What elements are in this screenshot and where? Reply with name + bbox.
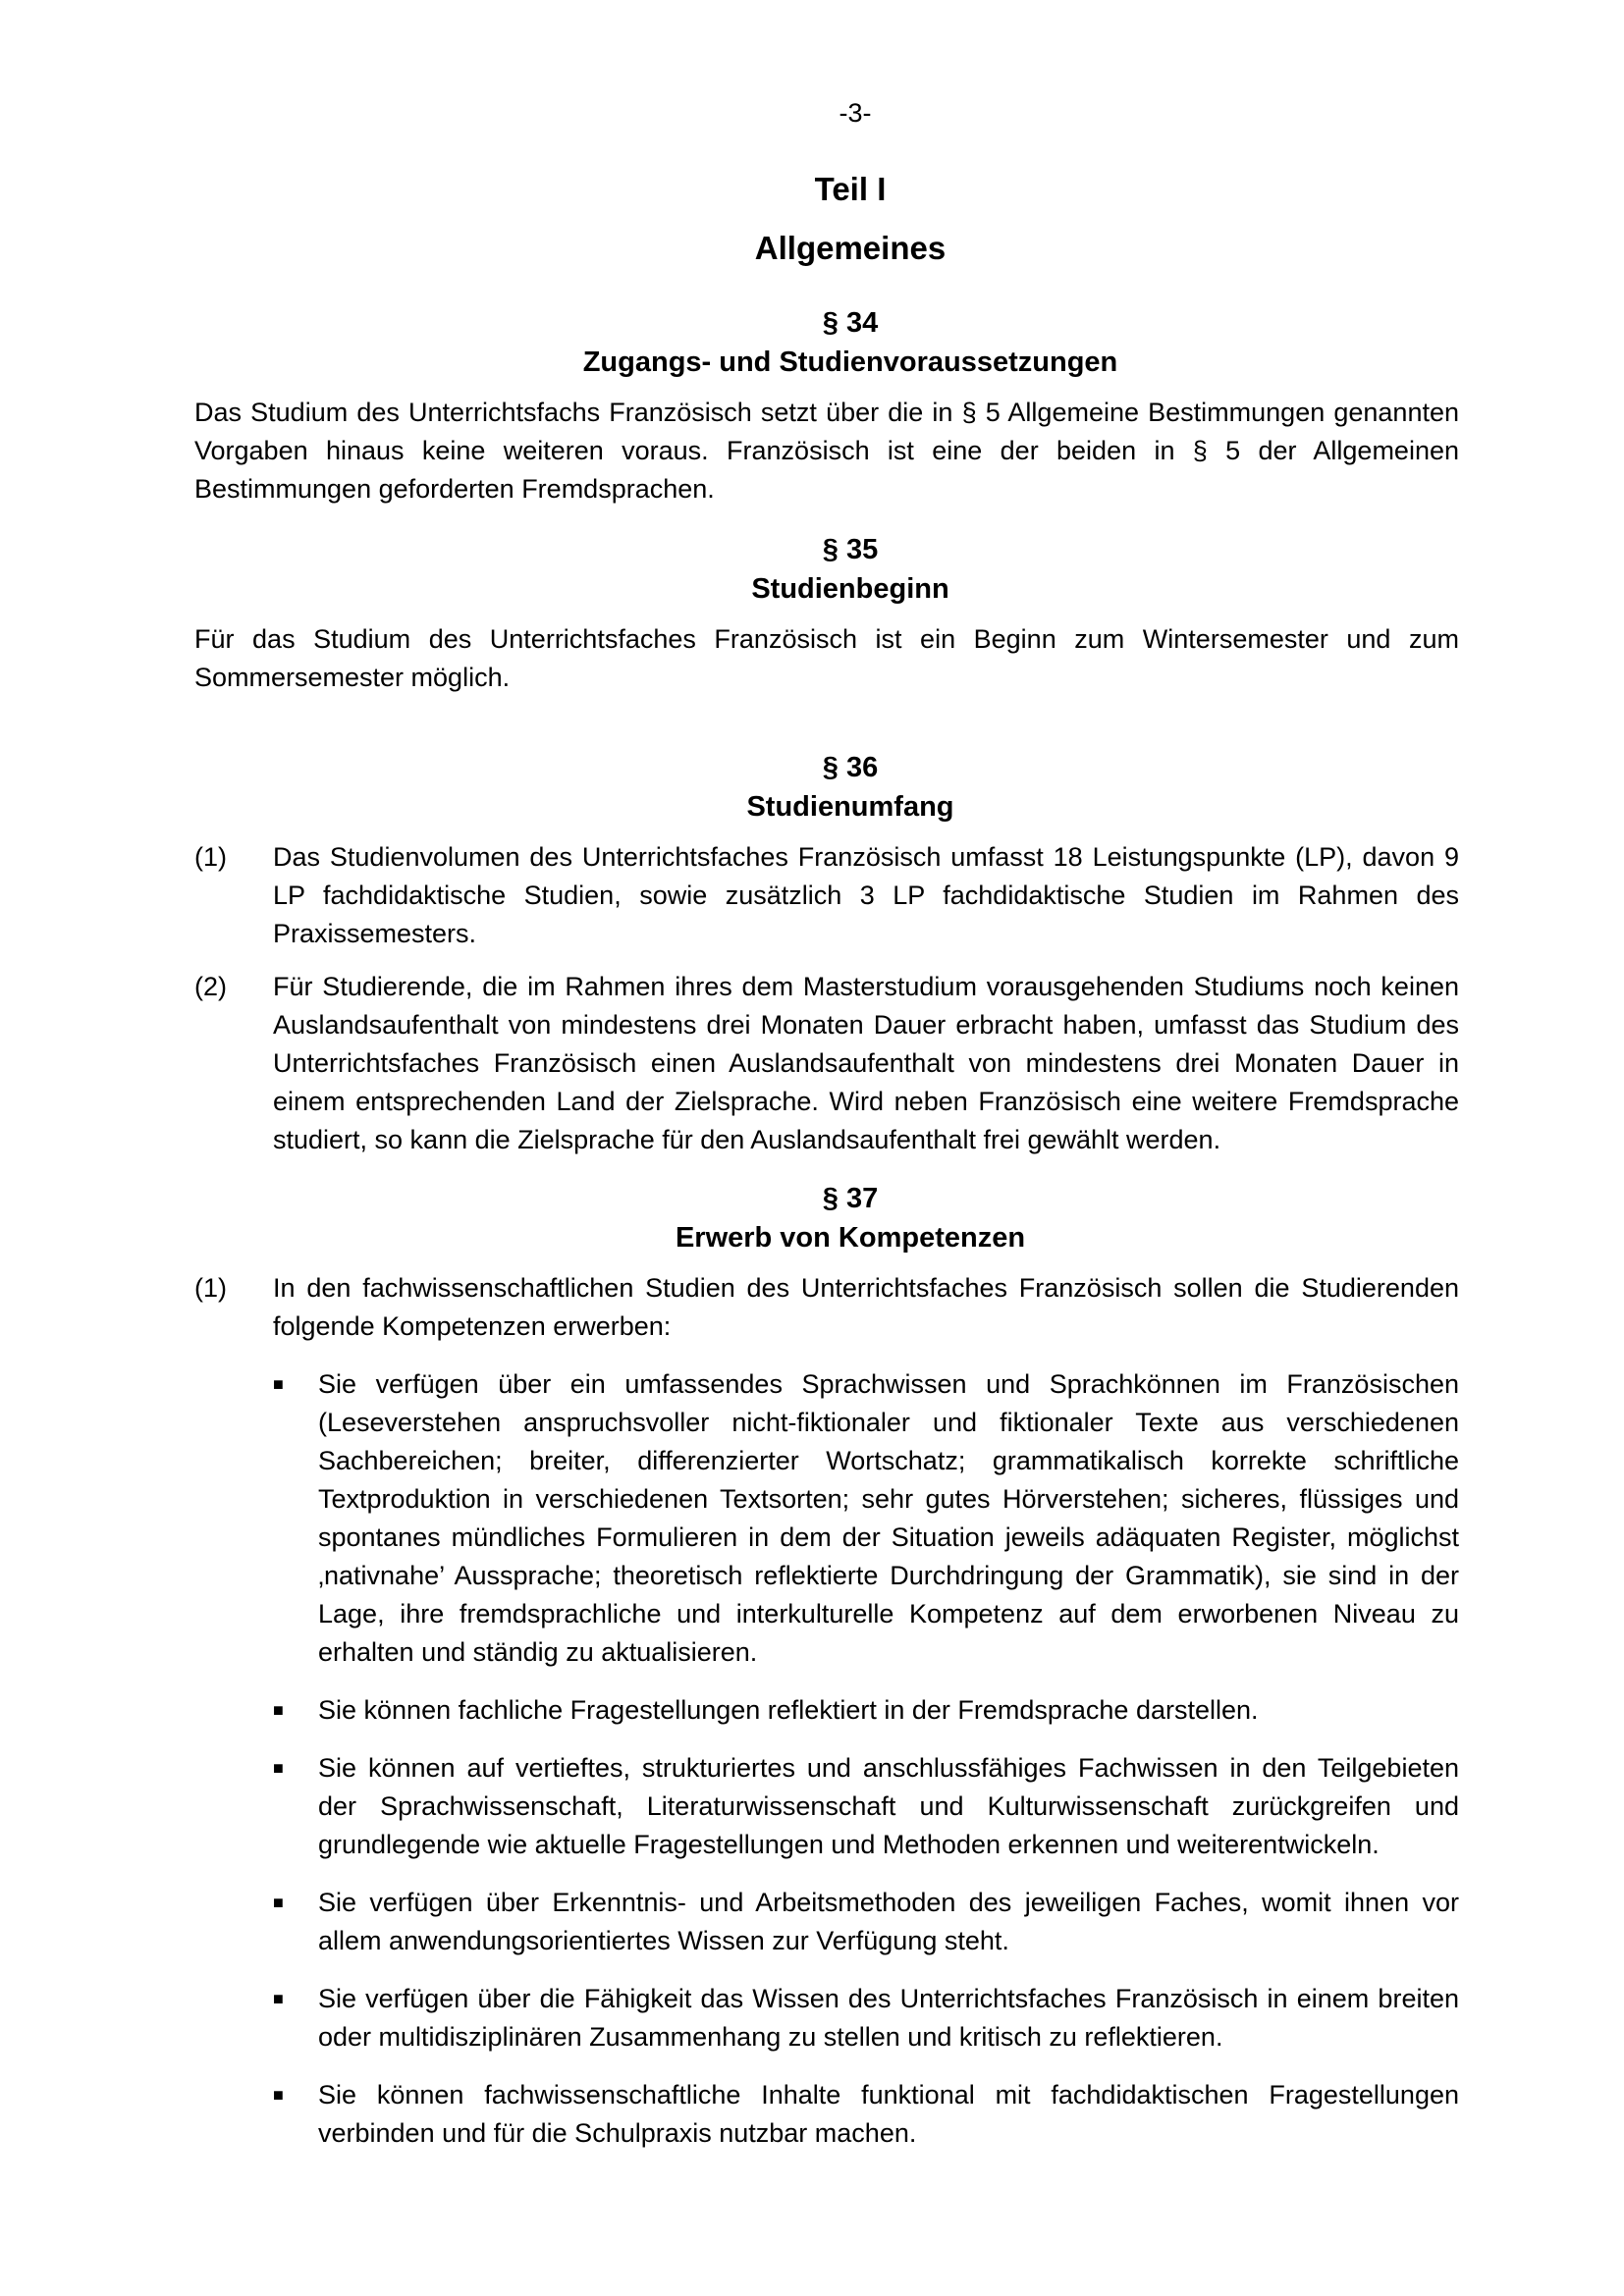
- list-item: [273, 1365, 1459, 1672]
- page-number: -3-: [839, 98, 872, 128]
- numbered-paragraph: [194, 838, 1459, 953]
- numbered-paragraph: [194, 968, 1459, 1159]
- square-bullet-icon: ■: [273, 1989, 284, 2008]
- section-title: Studienumfang: [746, 791, 954, 823]
- competency-list: [194, 1365, 1459, 2153]
- section-text: Für das Studium des Unterrichtsfaches Französisch ist ein Beginn zum Wintersemester und zum Sommersemester möglich.: [194, 624, 1459, 692]
- square-bullet-icon: ■: [273, 1374, 284, 1394]
- list-item: [273, 1749, 1459, 1864]
- part-title: Teil I: [814, 171, 887, 207]
- section-number: § 35: [822, 534, 879, 565]
- paragraph-number: (2): [194, 972, 227, 1001]
- list-item: [273, 1691, 1459, 1730]
- list-item-text: Sie können fachwissenschaftliche Inhalte funktional mit fachdidaktischen Fragestellungen verbinden und für die Schulpraxis nutzbar machen.: [318, 2080, 1459, 2148]
- list-item-text: Sie können fachliche Fragestellungen reflektiert in der Fremdsprache darstellen.: [318, 1695, 1259, 1725]
- paragraph-text: Für Studierende, die im Rahmen ihres dem Masterstudium vorausgehenden Studiums noch keinen Auslandsaufenthalt von mindestens drei Monaten Dauer erbracht haben, umfasst das Studium des Unterrichtsfaches Französisch einen Auslandsaufenthalt von mindestens drei Monaten Dauer in einem entsprechenden Land der Zielsprache. Wird neben Französisch eine weitere Fremdsprache studiert, so kann die Zielsprache für den Auslandsaufenthalt frei gewählt werden.: [273, 972, 1459, 1154]
- section-title: Zugangs- und Studienvoraussetzungen: [582, 347, 1118, 378]
- section-number: § 37: [822, 1183, 879, 1214]
- part-subtitle: Allgemeines: [754, 230, 947, 266]
- document-page: [194, 94, 1459, 2172]
- list-item-text: Sie können auf vertieftes, strukturiertes und anschlussfähiges Fachwissen in den Teilgebieten der Sprachwissenschaft, Literaturwissenschaft und Kulturwissenschaft zurückgreifen und grundlegende wie aktuelle Fragestellungen und Methoden erkennen und weiterentwickeln.: [318, 1753, 1459, 1859]
- paragraph-number: (1): [194, 1273, 227, 1303]
- section-36: [194, 748, 1459, 1159]
- numbered-paragraph: [194, 1269, 1459, 1346]
- square-bullet-icon: ■: [273, 2085, 284, 2105]
- section-35: [194, 530, 1459, 697]
- square-bullet-icon: ■: [273, 1700, 284, 1720]
- section-text: Das Studium des Unterrichtsfachs Französisch setzt über die in § 5 Allgemeine Bestimmungen genannten Vorgaben hinaus keine weiteren voraus. Französisch ist eine der beiden in § 5 der Allgemeinen Bestimmungen geforderten Fremdsprachen.: [194, 398, 1459, 504]
- section-title: Studienbeginn: [751, 573, 949, 605]
- section-37: [194, 1179, 1459, 2153]
- section-number: § 36: [822, 752, 879, 783]
- paragraph-text: Das Studienvolumen des Unterrichtsfaches Französisch umfasst 18 Leistungspunkte (LP), davon 9 LP fachdidaktische Studien, sowie zusätzlich 3 LP fachdidaktische Studien im Rahmen des Praxissemesters.: [273, 842, 1459, 948]
- section-title: Erwerb von Kompetenzen: [675, 1222, 1026, 1254]
- list-item: [273, 1884, 1459, 1960]
- section-34: [194, 303, 1459, 508]
- list-item: [273, 2076, 1459, 2153]
- list-item-text: Sie verfügen über ein umfassendes Sprachwissen und Sprachkönnen im Französischen (Leseverstehen anspruchsvoller nicht-fiktionaler und fiktionaler Texte aus verschiedenen Sachbereichen; breiter, differenzierter Wortschatz; grammatikalisch korrekte schriftliche Textproduktion in verschiedenen Textsorten; sehr gutes Hörverstehen; sicheres, flüssiges und spontanes mündliches Formulieren in dem der Situation jeweils adäquaten Register, möglichst ‚nativnahe’ Aussprache; theoretisch reflektierte Durchdringung der Grammatik), sie sind in der Lage, ihre fremdsprachliche und interkulturelle Kompetenz auf dem erworbenen Niveau zu erhalten und ständig zu aktualisieren.: [318, 1369, 1459, 1667]
- paragraph-text: In den fachwissenschaftlichen Studien des Unterrichtsfaches Französisch sollen die Studierenden folgende Kompetenzen erwerben:: [273, 1273, 1459, 1341]
- square-bullet-icon: ■: [273, 1893, 284, 1912]
- list-item-text: Sie verfügen über Erkenntnis- und Arbeitsmethoden des jeweiligen Faches, womit ihnen vor allem anwendungsorientiertes Wissen zur Verfügung steht.: [318, 1888, 1459, 1955]
- square-bullet-icon: ■: [273, 1758, 284, 1778]
- list-item-text: Sie verfügen über die Fähigkeit das Wissen des Unterrichtsfaches Französisch in einem breiten oder multidisziplinären Zusammenhang zu stellen und kritisch zu reflektieren.: [318, 1984, 1459, 2052]
- paragraph-number: (1): [194, 842, 227, 872]
- list-item: [273, 1980, 1459, 2056]
- section-number: § 34: [822, 307, 879, 339]
